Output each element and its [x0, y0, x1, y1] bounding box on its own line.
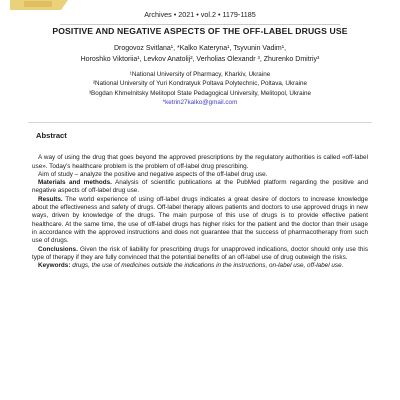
methods-text: Analysis of scientific publications at the PubMed platform regarding the positive and negative aspects of off-label drug use. [32, 179, 368, 195]
abstract-results [32, 196, 368, 246]
results-text: The world experience of using off-label drugs indicates a great desire of doctors to increase knowledge about the effectiveness and safety of drugs. Off-label therapy allows patients and doctors to use approved drugs in new ways, driven by knowledge of the drugs. The main purpose of this use of drugs is to provide effective patient healthcare. At the same time, the use of off-label drugs has higher risks for the patient and the doctor than their usage in accordance with the approved instructions and does not guarantee that the success of pharmacotherapy from such use of drugs. [32, 195, 368, 245]
abstract-heading: Abstract [36, 131, 67, 140]
affiliation-3: ³Bogdan Khmelnitsky Melitopol State Pedagogical University, Melitopol, Ukraine [88, 89, 312, 97]
abstract-intro: A way of using the drug that goes beyond the approved prescriptions by the regulatory authorities is called «off-label use». Today's healthcare problem is the problem of off-label drug prescribing. [32, 154, 368, 170]
authors-line-1: Drogovoz Svitlana¹, *Kalko Kateryna¹, Tsyvunin Vadim¹, [113, 45, 287, 52]
keywords-label: Keywords: [38, 262, 71, 270]
corresponding-email[interactable]: *ketrin27kalko@gmail.com [162, 98, 238, 106]
authors-line-2: Horoshko Viktoriia¹, Levkov Anatolij², Verholias Olexandr ³, Zhurenko Dmitriy³ [80, 56, 320, 64]
affiliation-1: ¹National University of Pharmacy, Kharkiv, Ukraine [129, 71, 271, 78]
conclusions-label: Conclusions. [38, 245, 78, 253]
keywords-text: drugs, the use of medicines outside the indications in the instructions, on-label use, off-label use. [70, 262, 344, 270]
section-divider [28, 122, 372, 123]
journal-header [0, 0, 400, 24]
journal-citation: Archives • 2021 • vol.2 • 1179-1185 [144, 10, 256, 19]
abstract-section [32, 128, 368, 270]
paper-title: POSITIVE AND NEGATIVE ASPECTS OF THE OFF-LABEL DRUGS USE [52, 26, 348, 36]
abstract-methods [32, 179, 368, 196]
header-divider [60, 24, 340, 25]
affiliations [30, 70, 370, 107]
conclusions-text: Given the risk of liability for prescribing drugs for unapproved indications, doctor should only use this type of therapy if they are fully convinced that the potential benefits of an off-label use of drug outweigh the risks. [32, 245, 368, 261]
methods-label: Materials and methods. [38, 179, 112, 187]
journal-logo-icon [10, 0, 68, 10]
author-list [30, 43, 370, 65]
abstract-conclusions [32, 246, 368, 263]
journal-logo-mark [24, 1, 52, 7]
abstract-aim: Aim of study – analyze the positive and negative aspects of the off-label drug use. [38, 170, 268, 178]
results-label: Results. [38, 195, 63, 203]
abstract-keywords [32, 262, 368, 270]
affiliation-2: ²National University of Yuri Kondratyuk Poltava Polytechnic, Poltava, Ukraine [92, 80, 308, 88]
